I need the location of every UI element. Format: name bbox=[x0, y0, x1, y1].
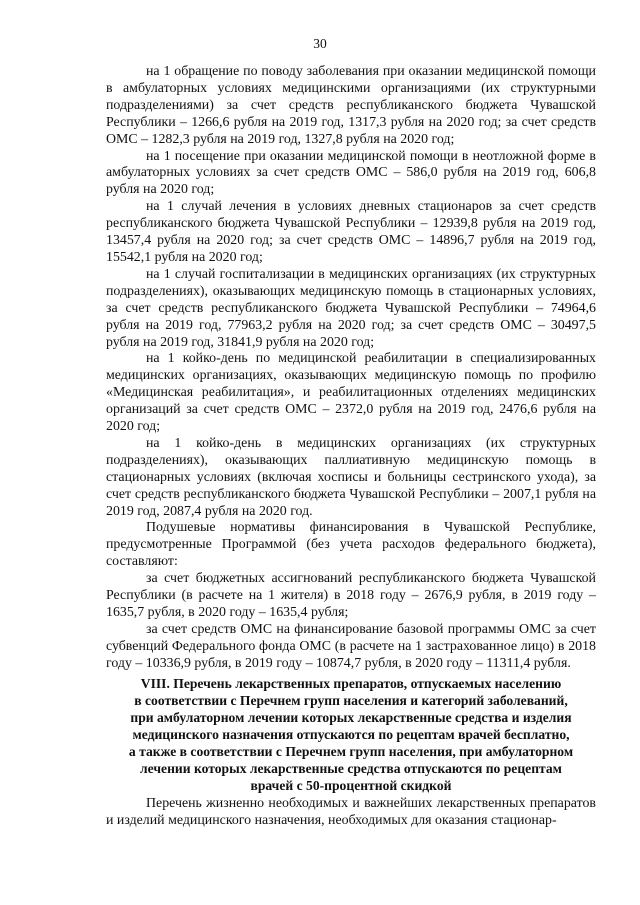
paragraph-republican-budget: за счет бюджетных ассигнований республиканского бюджета Чувашской Республики (в расчете на 1 жителя) в 2018 году – 2676,9 рубля, в 2019 году – 1635,7 рубля, в 2020 году – 1635,4 рубля; bbox=[106, 571, 596, 620]
paragraph-rehabilitation: на 1 койко-день по медицинской реабилитации в специализированных медицинских организациях, оказывающих медицинскую помощь по профилю «Медицинская реабилитация», и реабилитационных отделениях медицинских организаций за счет средств ОМС – 2372,0 рубля на 2019 год, 2476,6 рубля на 2020 год; bbox=[106, 351, 596, 435]
page-number: 30 bbox=[313, 36, 327, 51]
paragraph-medicines-list: Перечень жизненно необходимых и важнейших лекарственных препаратов и изделий медицинского назначения, необходимых для оказания стационар- bbox=[106, 796, 596, 828]
norms-text-block bbox=[106, 64, 596, 673]
section-heading bbox=[106, 675, 596, 794]
section-heading-line: при амбулаторном лечении которых лекарственные средства и изделия bbox=[130, 710, 572, 725]
section-heading-line: в соответствии с Перечнем групп населения и категорий заболеваний, bbox=[134, 693, 568, 708]
paragraph-hospitalization: на 1 случай госпитализации в медицинских организациях (их структурных подразделениях), оказывающих медицинскую помощь в стационарных условиях, за счет средств республиканского бюджета Чувашской Республики – 74964,6 рубля на 2019 год, 77963,2 рубля на 2020 год; за счет средств ОМС – 30497,5 рубля на 2019 год, 31841,9 рубля на 2020 год; bbox=[106, 266, 596, 350]
section-heading-line: врачей с 50-процентной скидкой bbox=[250, 778, 452, 793]
section-heading-line: медицинского назначения отпускаются по рецептам врачей бесплатно, bbox=[132, 727, 570, 742]
paragraph-outpatient-visit: на 1 обращение по поводу заболевания при оказании медицинской помощи в амбулаторных условиях медицинскими организациями (их структурными подразделениями) за счет средств республиканского бюджета Чувашской Республики – 1266,6 рубля на 2019 год, 1317,3 рубля на 2020 год; за счет средств ОМС – 1282,3 рубля на 2019 год, 1327,8 рубля на 2020 год; bbox=[106, 64, 596, 147]
section-heading-line: VIII. Перечень лекарственных препаратов, отпускаемых населению bbox=[140, 676, 562, 691]
paragraph-oms-funds: за счет средств ОМС на финансирование базовой программы ОМС за счет субвенций Федерального фонда ОМС (в расчете на 1 застрахованное лицо) в 2018 году – 10336,9 рубля, в 2019 году – 10874,7 рубля, в 2020 году – 11311,4 рубля. bbox=[106, 621, 596, 671]
paragraph-emergency-visit: на 1 посещение при оказании медицинской помощи в неотложной форме в амбулаторных условиях за счет средств ОМС – 586,0 рубля на 2019 год, 606,8 рубля на 2020 год; bbox=[106, 148, 596, 198]
section-heading-line: а также в соответствии с Перечнем групп населения, при амбулаторном bbox=[128, 744, 574, 759]
closing-text-block bbox=[106, 796, 596, 830]
section-heading-line: лечении которых лекарственные средства отпускаются по рецептам bbox=[140, 761, 562, 776]
paragraph-palliative-care: на 1 койко-день в медицинских организациях (их структурных подразделениях), оказывающих паллиативную медицинскую помощь в стационарных условиях (включая хосписы и больницы сестринского ухода), за счет средств республиканского бюджета Чувашской Республики – 2007,1 рубля на 2019 год, 2087,4 рубля на 2020 год. bbox=[106, 435, 596, 519]
paragraph-day-hospital: на 1 случай лечения в условиях дневных стационаров за счет средств республиканского бюджета Чувашской Республики – 12939,8 рубля на 2019 год, 13457,4 рубля на 2020 год; за счет средств ОМС – 14896,7 рубля на 2019 год, 15542,1 рубля на 2020 год; bbox=[106, 199, 596, 265]
paragraph-per-capita-norms: Подушевые нормативы финансирования в Чувашской Республике, предусмотренные Программой (без учета расходов федерального бюджета), составляют: bbox=[106, 520, 596, 570]
